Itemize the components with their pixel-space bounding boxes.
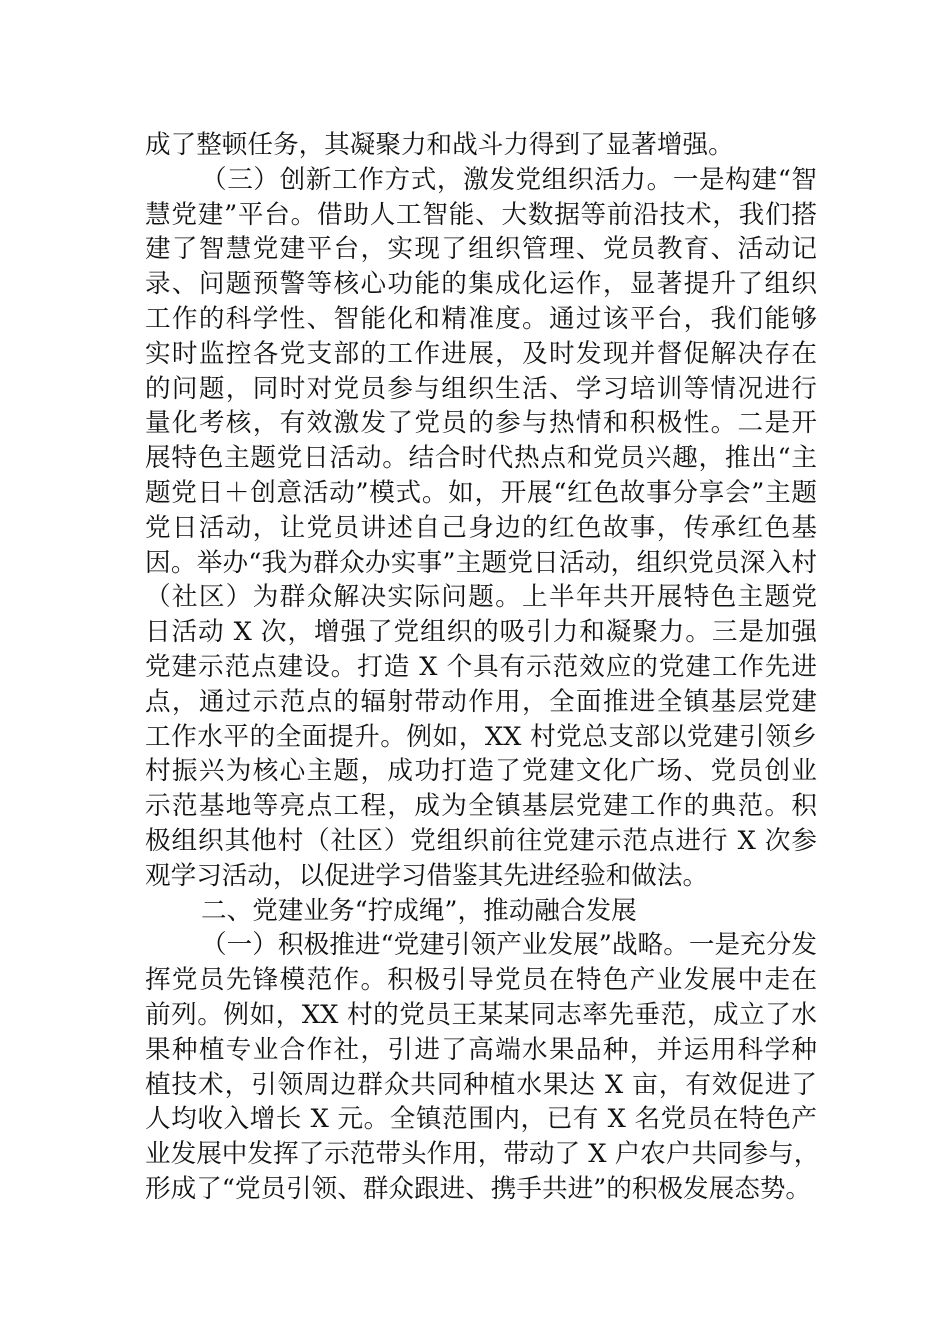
- text-line: 题党日＋创意活动”模式。如，开展“红色故事分享会”主题: [145, 477, 817, 508]
- text-line: 慧党建”平台。借助人工智能、大数据等前沿技术，我们搭: [145, 199, 817, 230]
- text-line: 的问题，同时对党员参与组织生活、学习培训等情况进行: [145, 373, 817, 404]
- text-line: （一）积极推进“党建引领产业发展”战略。一是充分发: [201, 930, 817, 961]
- text-line: 因。举办“我为群众办实事”主题党日活动，组织党员深入村: [145, 547, 817, 578]
- text-line: 二、党建业务“拧成绳”，推动融合发展: [201, 895, 637, 926]
- document-body: [145, 128, 820, 1207]
- text-line: 党建示范点建设。打造 X 个具有示范效应的党建工作先进: [145, 651, 817, 682]
- text-line: 录、问题预警等核心功能的集成化运作，显著提升了组织: [145, 269, 817, 300]
- text-line: 形成了“党员引领、群众跟进、携手共进”的积极发展态势。: [145, 1173, 812, 1204]
- text-line: 建了智慧党建平台，实现了组织管理、党员教育、活动记: [145, 234, 817, 265]
- text-line: 工作的科学性、智能化和精准度。通过该平台，我们能够: [145, 303, 817, 334]
- text-line: 植技术，引领周边群众共同种植水果达 X 亩，有效促进了: [145, 1069, 817, 1100]
- text-line: （社区）为群众解决实际问题。上半年共开展特色主题党: [145, 582, 817, 613]
- text-line: 实时监控各党支部的工作进展，及时发现并督促解决存在: [145, 338, 817, 369]
- text-line: 果种植专业合作社，引进了高端水果品种，并运用科学种: [145, 1034, 817, 1065]
- text-line: 日活动 X 次，增强了党组织的吸引力和凝聚力。三是加强: [145, 617, 817, 648]
- text-line: 成了整顿任务，其凝聚力和战斗力得到了显著增强。: [145, 130, 734, 160]
- text-line: 极组织其他村（社区）党组织前往党建示范点进行 X 次参: [145, 825, 817, 856]
- text-line: 挥党员先锋模范作。积极引导党员在特色产业发展中走在: [145, 965, 817, 996]
- text-line: 工作水平的全面提升。例如，XX 村党总支部以党建引领乡: [145, 721, 817, 752]
- text-line: 展特色主题党日活动。结合时代热点和党员兴趣，推出“主: [145, 443, 817, 474]
- text-line: 业发展中发挥了示范带头作用，带动了 X 户农户共同参与，: [145, 1139, 820, 1170]
- text-line: 党日活动，让党员讲述自己身边的红色故事，传承红色基: [145, 512, 817, 543]
- text-line: 村振兴为核心主题，成功打造了党建文化广场、党员创业: [145, 756, 817, 787]
- text-line: （三）创新工作方式，激发党组织活力。一是构建“智: [201, 164, 817, 195]
- text-line: 前列。例如，XX 村的党员王某某同志率先垂范，成立了水: [145, 999, 817, 1030]
- text-line: 人均收入增长 X 元。全镇范围内，已有 X 名党员在特色产: [145, 1104, 817, 1135]
- text-line: 观学习活动，以促进学习借鉴其先进经验和做法。: [145, 860, 709, 891]
- text-line: 点，通过示范点的辐射带动作用，全面推进全镇基层党建: [145, 686, 817, 717]
- text-line: 量化考核，有效激发了党员的参与热情和积极性。二是开: [145, 408, 817, 439]
- text-line: 示范基地等亮点工程，成为全镇基层党建工作的典范。积: [145, 791, 817, 822]
